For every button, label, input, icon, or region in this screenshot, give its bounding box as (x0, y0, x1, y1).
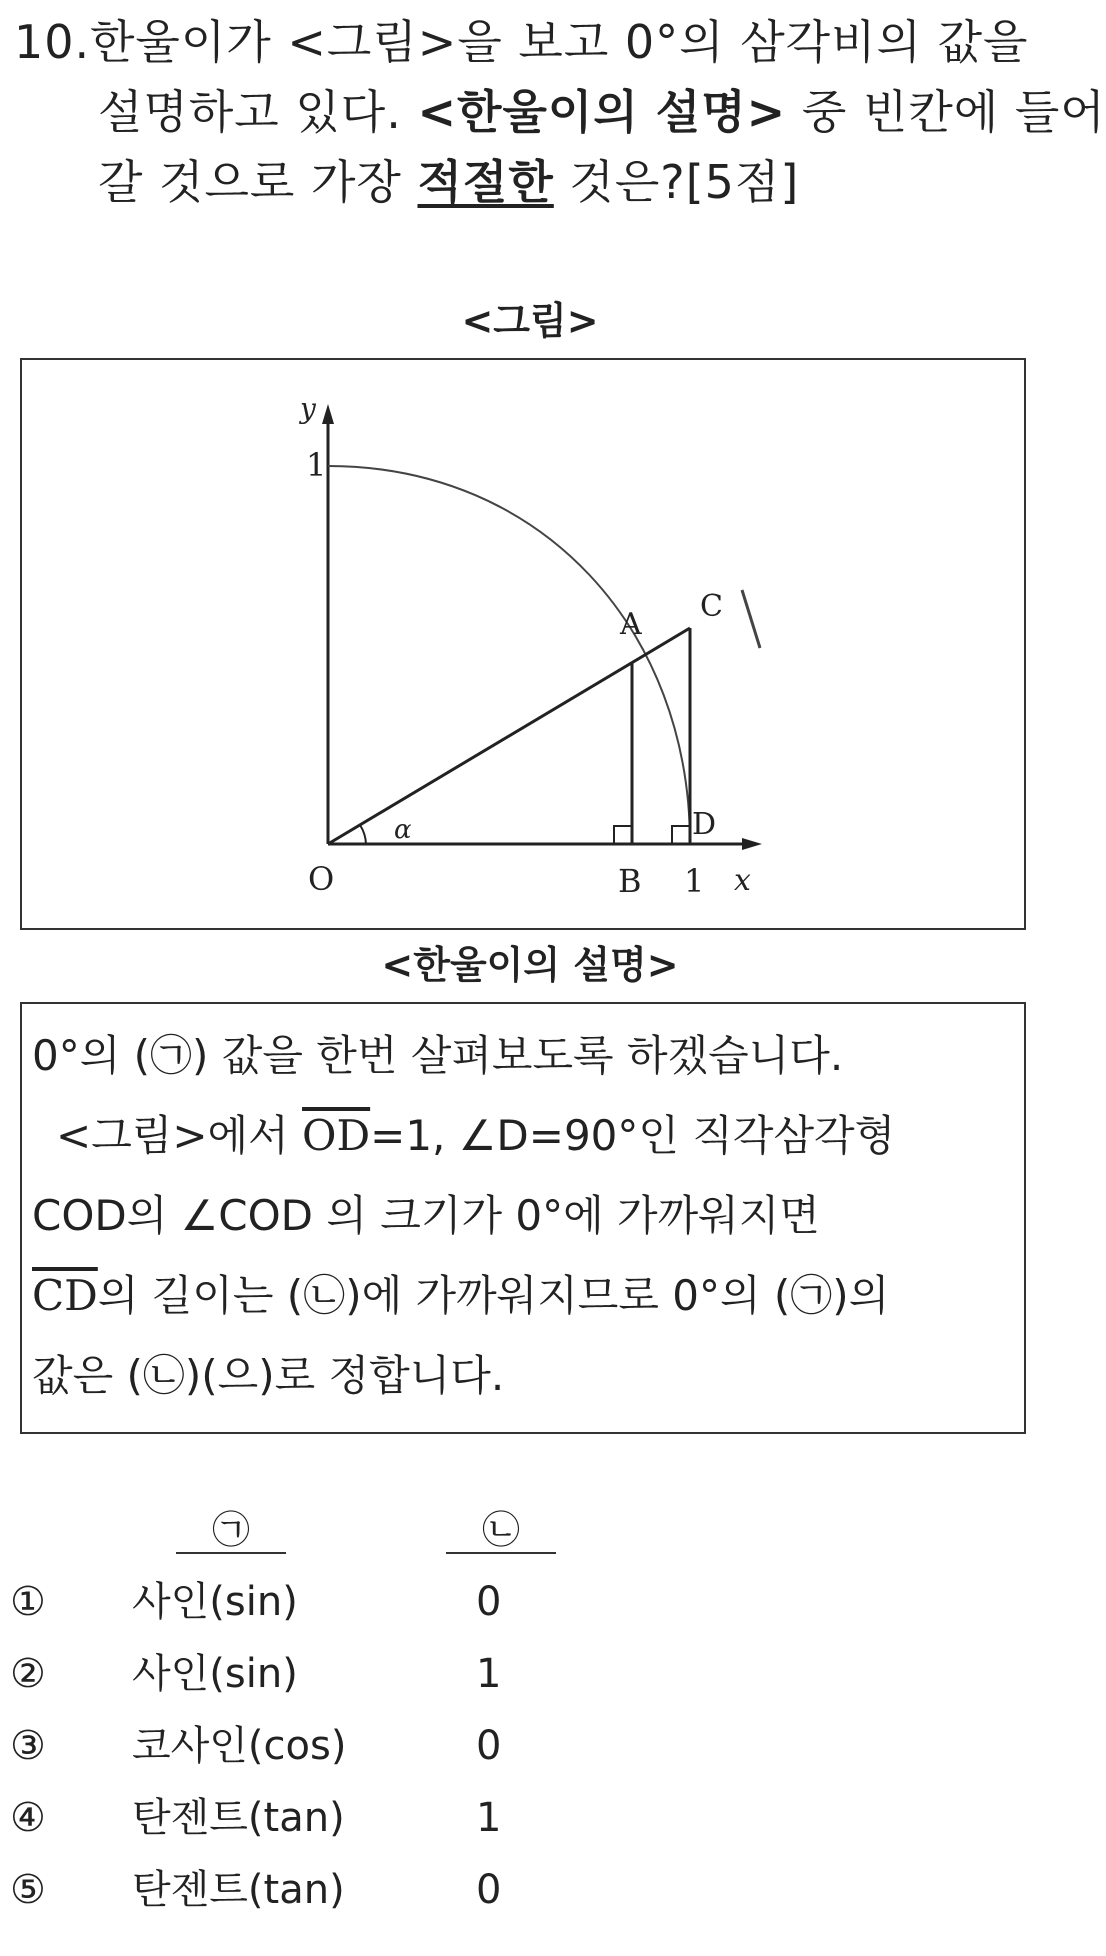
explanation-line-1: 0°의 (㉠) 값을 한번 살펴보도록 하겠습니다. (32, 1031, 844, 1080)
x-axis-arrow (742, 838, 762, 850)
angle-alpha-arc (360, 825, 366, 844)
figure-caption: <그림> (461, 299, 599, 343)
choice-a-value: 사인(sin) (132, 1579, 298, 1625)
choice-a-value: 탄젠트(tan) (132, 1867, 345, 1913)
pencil-mark (742, 590, 760, 648)
right-angle-b (614, 826, 632, 844)
choice-number: ③ (10, 1723, 46, 1769)
question-text-3c: 것은?[5점] (553, 155, 800, 209)
choice-number: ① (10, 1579, 46, 1625)
choice-b-value: 1 (476, 1795, 502, 1841)
label-y: y (300, 392, 316, 425)
explanation-line-2 (56, 1108, 895, 1164)
explanation-text-4b: 의 길이는 (㉡)에 가까워지므로 0°의 (㉠)의 (97, 1271, 890, 1320)
segment-od: $\overline{OD}$ (302, 1111, 371, 1160)
line-oc (328, 628, 690, 844)
choice-5[interactable] (0, 1860, 700, 1920)
label-b: B (618, 862, 642, 900)
question-text-3b: 적절한 (417, 155, 554, 209)
explanation-line-3: COD의 ∠COD 의 크기가 0°에 가까워지면 (32, 1191, 820, 1240)
unit-arc (328, 466, 690, 844)
choice-b-value: 0 (476, 1723, 502, 1769)
choice-b-value: 0 (476, 1867, 502, 1913)
label-a: A (620, 607, 642, 642)
choice-a-value: 사인(sin) (132, 1651, 298, 1697)
question-line-2-content (98, 82, 1106, 142)
question-text-2a: 설명하고 있다. (98, 85, 418, 139)
explanation-caption: <한울이의 설명> (381, 943, 679, 987)
question-text-2b: <한울이의 설명> (417, 85, 787, 139)
question-text-2c: 중 빈칸에 들어 (786, 85, 1106, 139)
column-header-a: ㉠ (176, 1508, 286, 1554)
explanation-text-2a: <그림>에서 (56, 1111, 303, 1160)
label-x: x (734, 863, 751, 898)
choice-number: ④ (10, 1795, 46, 1841)
label-alpha: α (394, 815, 412, 845)
explanation-box (20, 1002, 1026, 1434)
explanation-text-2b: =1, ∠D=90°인 직각삼각형 (370, 1111, 896, 1160)
label-d: D (692, 807, 717, 842)
question-text-1: 한울이가 <그림>을 보고 0°의 삼각비의 값을 (90, 15, 1029, 69)
segment-cd: $\overline{CD}$ (32, 1271, 98, 1320)
choice-a-value: 코사인(cos) (132, 1723, 347, 1769)
explanation-line-5: 값은 (㉡)(으)로 정합니다. (32, 1351, 505, 1400)
label-origin: O (308, 860, 335, 898)
choice-b-value: 0 (476, 1579, 502, 1625)
label-one-y: 1 (306, 446, 327, 484)
column-header-b: ㉡ (446, 1508, 556, 1554)
explanation-line-4 (32, 1268, 889, 1324)
figure-box (20, 358, 1026, 930)
label-one-x: 1 (684, 862, 705, 900)
y-axis-arrow (322, 404, 334, 424)
choice-number: ⑤ (10, 1867, 46, 1913)
choice-3[interactable] (0, 1716, 700, 1776)
question-line-3-content (98, 152, 799, 212)
label-c: C (700, 589, 723, 624)
choice-4[interactable] (0, 1788, 700, 1848)
choice-1[interactable] (0, 1572, 700, 1632)
right-angle-d (672, 826, 690, 844)
choice-2[interactable] (0, 1644, 700, 1704)
choice-b-value: 1 (476, 1651, 502, 1697)
choice-a-value: 탄젠트(tan) (132, 1795, 345, 1841)
figure-diagram (22, 360, 1024, 928)
question-text-3a: 갈 것으로 가장 (98, 155, 418, 209)
question-number: 10. (14, 15, 91, 69)
choice-number: ② (10, 1651, 46, 1697)
